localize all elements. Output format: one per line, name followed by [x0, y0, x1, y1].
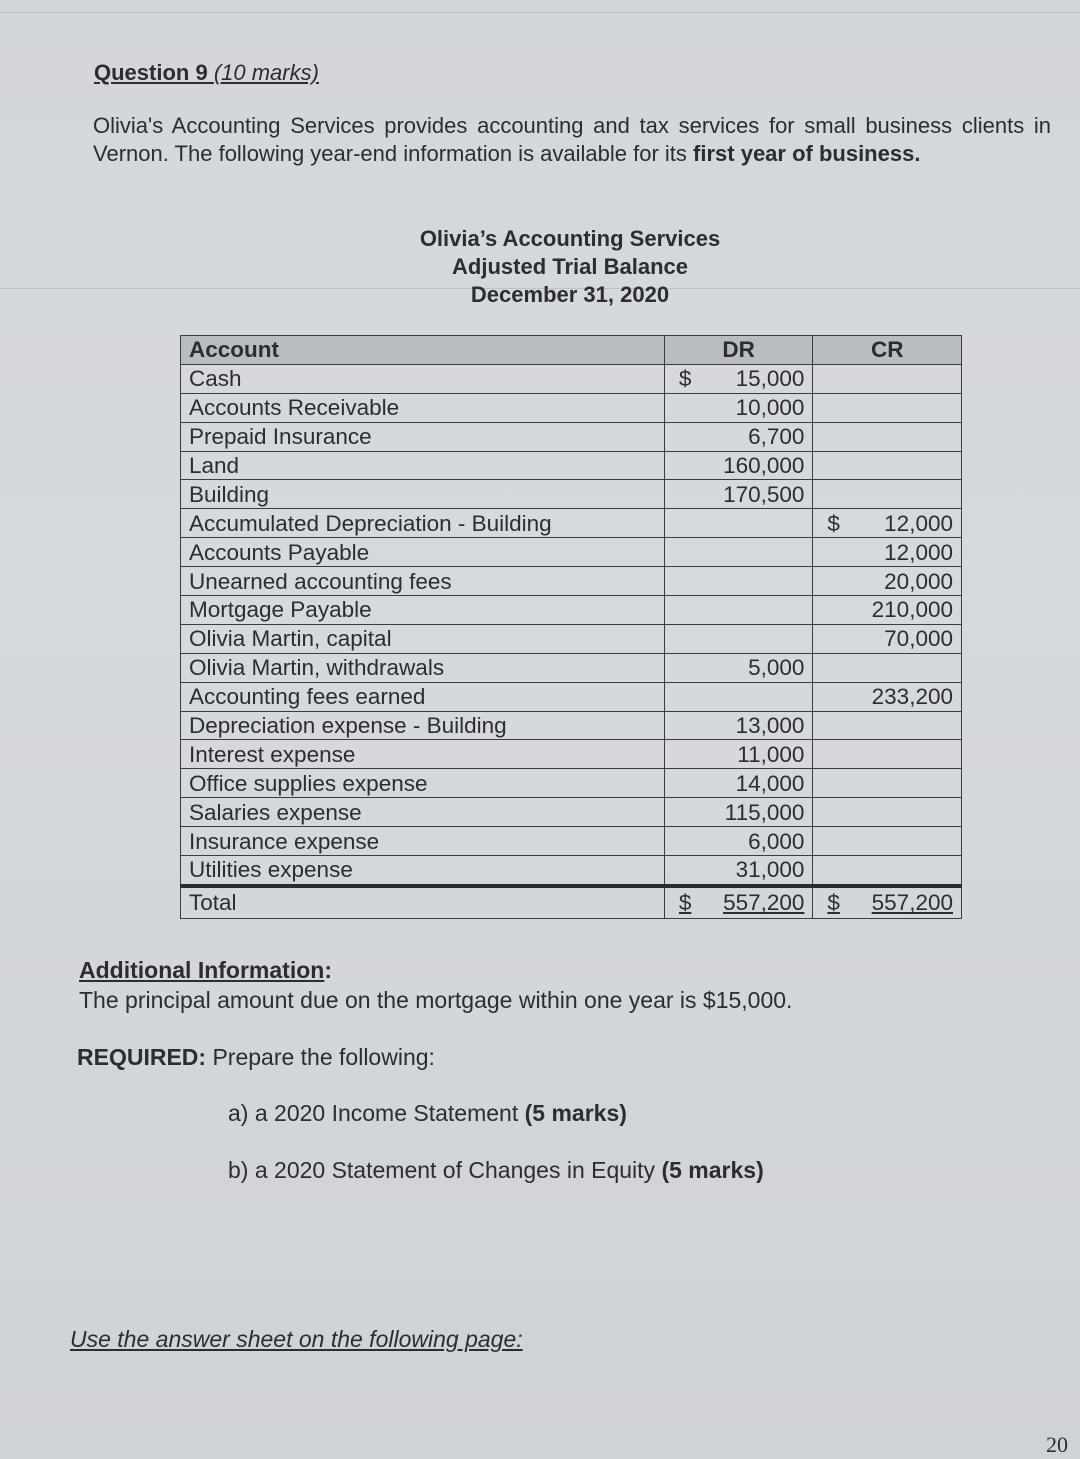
total-cr-cell	[813, 886, 962, 919]
table-row	[181, 509, 962, 538]
cr-cell	[813, 653, 962, 682]
table-header-row	[181, 336, 962, 365]
account-name: Office supplies expense	[181, 769, 665, 798]
cr-cell	[813, 682, 962, 711]
cr-cell	[813, 422, 962, 451]
table-row	[181, 827, 962, 856]
dr-cell	[664, 827, 813, 856]
dr-amount: 14,000	[735, 770, 805, 796]
total-dr-cell	[664, 886, 813, 919]
table-row	[181, 393, 962, 422]
cr-cell	[813, 393, 962, 422]
table-row	[181, 364, 962, 393]
account-name: Accounts Payable	[181, 538, 665, 567]
account-name: Utilities expense	[181, 856, 665, 886]
dr-amount: 5,000	[748, 655, 805, 681]
statement-date: December 31, 2020	[470, 282, 670, 307]
dr-amount: 31,000	[735, 857, 805, 883]
account-name: Unearned accounting fees	[181, 567, 665, 596]
dr-cell	[664, 798, 813, 827]
dr-cell	[664, 624, 813, 653]
currency-symbol: $	[827, 510, 840, 536]
cr-cell	[813, 596, 962, 625]
dr-cell	[664, 596, 813, 625]
cr-cell	[813, 827, 962, 856]
cr-cell	[813, 538, 962, 567]
total-cr-amount: 557,200	[871, 890, 953, 916]
total-row	[181, 886, 962, 919]
table-row	[181, 856, 962, 886]
dr-cell	[664, 653, 813, 682]
dr-cell	[664, 509, 813, 538]
header-dr: DR	[664, 336, 813, 365]
currency-symbol: $	[678, 366, 692, 392]
intro-paragraph: Olivia's Accounting Services provides accounting and tax services for small business clients in Vernon. The following year-end information is available for its first year of business.	[93, 113, 1051, 166]
paper-fold	[0, 12, 1080, 13]
cr-cell	[813, 624, 962, 653]
total-label: Total	[181, 886, 665, 919]
table-row	[181, 422, 962, 451]
account-name: Interest expense	[181, 740, 665, 769]
table-row	[181, 596, 962, 625]
table-row	[181, 567, 962, 596]
dr-amount: 10,000	[735, 395, 805, 421]
table-row	[181, 480, 962, 509]
dr-cell	[664, 711, 813, 740]
dr-cell	[664, 364, 813, 393]
table-row	[181, 451, 962, 480]
cr-amount: 20,000	[884, 568, 953, 594]
page-number: 20	[1046, 1432, 1068, 1457]
cr-cell	[813, 567, 962, 596]
additional-info-title: Additional Information:	[79, 957, 332, 983]
trial-balance-table	[180, 335, 962, 919]
dr-cell	[664, 480, 813, 509]
dr-amount: 15,000	[735, 366, 805, 392]
cr-cell	[813, 711, 962, 740]
cr-amount: 233,200	[871, 684, 953, 710]
dr-amount: 6,700	[748, 424, 805, 450]
account-name: Insurance expense	[181, 827, 665, 856]
dr-cell	[664, 769, 813, 798]
dr-cell	[664, 567, 813, 596]
dr-cell	[664, 856, 813, 886]
table-row	[181, 624, 962, 653]
cr-cell	[813, 480, 962, 509]
required-item-b: b) a 2020 Statement of Changes in Equity (5 marks)	[228, 1157, 764, 1183]
header-account: Account	[181, 336, 665, 365]
cr-amount: 12,000	[884, 539, 953, 565]
account-name: Salaries expense	[181, 798, 665, 827]
table-row	[181, 653, 962, 682]
table-row	[181, 711, 962, 740]
currency-symbol: $	[678, 890, 692, 916]
table-row	[181, 798, 962, 827]
answer-sheet-note: Use the answer sheet on the following page:	[70, 1326, 523, 1352]
dr-amount: 13,000	[735, 713, 805, 739]
account-name: Prepaid Insurance	[181, 422, 665, 451]
dr-cell	[664, 682, 813, 711]
question-title: Question 9 (10 marks)	[94, 60, 319, 85]
account-name: Olivia Martin, withdrawals	[181, 653, 665, 682]
cr-amount: 70,000	[884, 626, 953, 652]
header-cr: CR	[813, 336, 962, 365]
table-row	[181, 769, 962, 798]
dr-amount: 160,000	[723, 453, 805, 478]
table-row	[181, 682, 962, 711]
account-name: Building	[181, 480, 665, 509]
account-name: Mortgage Payable	[181, 596, 665, 625]
cr-cell	[813, 798, 962, 827]
dr-cell	[664, 740, 813, 769]
account-name: Accounts Receivable	[181, 393, 665, 422]
cr-cell	[813, 856, 962, 886]
dr-cell	[664, 422, 813, 451]
currency-symbol: $	[827, 890, 840, 916]
account-name: Land	[181, 451, 665, 480]
cr-amount: 210,000	[871, 597, 953, 623]
statement-company: Olivia’s Accounting Services	[419, 226, 721, 251]
cr-cell	[813, 509, 962, 538]
additional-info-text: The principal amount due on the mortgage within one year is $15,000.	[79, 987, 793, 1013]
cr-cell	[813, 451, 962, 480]
account-name: Depreciation expense - Building	[181, 711, 665, 740]
dr-amount: 170,500	[723, 481, 805, 507]
dr-amount: 115,000	[724, 799, 805, 825]
cr-cell	[813, 769, 962, 798]
account-name: Olivia Martin, capital	[181, 624, 665, 653]
required-line: REQUIRED: Prepare the following:	[77, 1044, 435, 1070]
cr-cell	[813, 740, 962, 769]
dr-cell	[664, 451, 813, 480]
cr-cell	[813, 364, 962, 393]
table-row	[181, 740, 962, 769]
account-name: Cash	[181, 364, 665, 393]
required-item-a: a) a 2020 Income Statement (5 marks)	[228, 1100, 627, 1126]
dr-cell	[664, 538, 813, 567]
account-name: Accumulated Depreciation - Building	[181, 509, 665, 538]
account-name: Accounting fees earned	[181, 682, 665, 711]
dr-amount: 6,000	[748, 828, 805, 854]
table-row	[181, 538, 962, 567]
total-dr-amount: 557,200	[723, 890, 805, 916]
dr-cell	[664, 393, 813, 422]
dr-amount: 11,000	[737, 741, 805, 767]
cr-amount: 12,000	[884, 510, 953, 536]
statement-title: Adjusted Trial Balance	[452, 254, 688, 279]
